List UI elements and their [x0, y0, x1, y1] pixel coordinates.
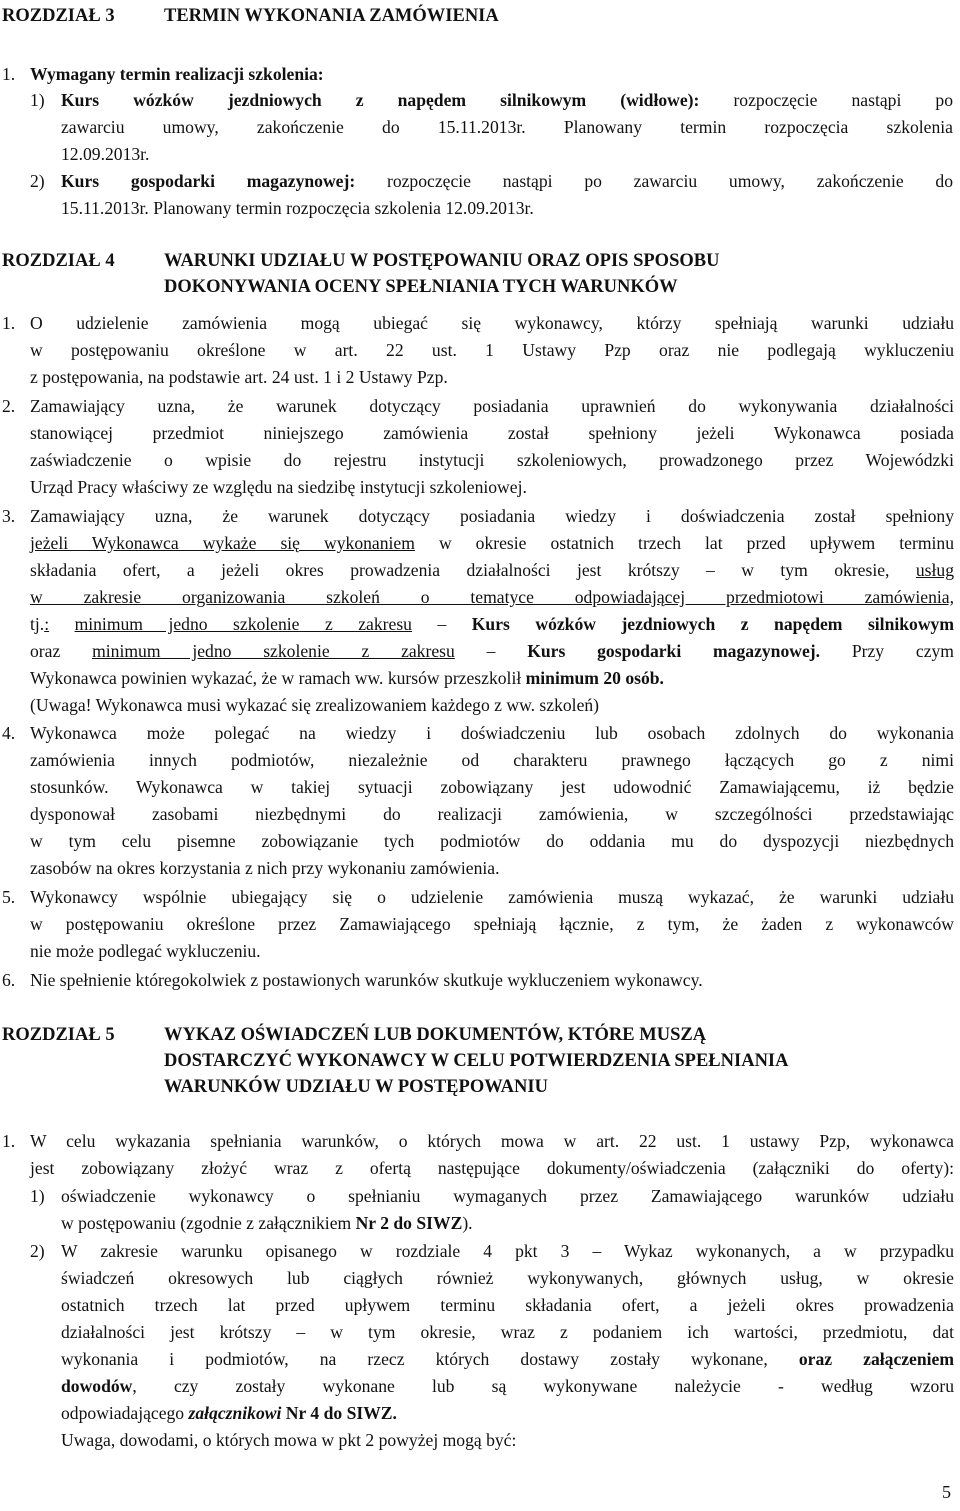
paragraph-number: 6.: [2, 970, 16, 990]
text-line: 12.09.2013r.: [61, 144, 150, 164]
text-line: w tym celu pisemne zobowiązanie tych podmiotów do oddania mu do dyspozycji niezbędnych: [30, 831, 954, 851]
underlined-text: usług: [915, 560, 954, 580]
text-fragment: w tym okresie,: [741, 560, 890, 580]
bold-text: oraz załączeniem: [798, 1349, 955, 1369]
course-name: Kurs wózków jezdniowych z napędem silnikowym (widłowe):: [61, 90, 700, 110]
text-line: [30, 584, 954, 612]
text-line: w postępowaniu określone przez Zamawiającego spełniają łącznie, z tym, że żaden z wykonawców: [30, 914, 954, 934]
course-name: Kurs gospodarki magazynowej.: [527, 641, 821, 661]
text-line: stosunków. Wykonawca w takiej sytuacji zobowiązany jest udowodnić Zamawiającemu, iż będzie: [30, 777, 954, 797]
attachment-word: załącznikowi: [188, 1403, 282, 1423]
page-number: 5: [942, 1482, 951, 1502]
text-line: Wykonawcy wspólnie ubiegający się o udzielenie zamówienia muszą wykazać, że warunki udziału: [30, 887, 954, 907]
text-line: tj.: minimum jedno szkolenie z zakresu – Kurs wózków jezdniowych z napędem silnikowym: [30, 614, 954, 634]
text-line: [30, 530, 954, 558]
bold-text: dowodów: [61, 1376, 133, 1396]
underlined-text: jeżeli Wykonawca wykaże się wykonaniem: [30, 533, 415, 553]
text-line: dysponował zasobami niezbędnymi do realizacji zamówienia, w szczególności przedstawiając: [30, 804, 954, 824]
section-number: 1.: [2, 64, 16, 84]
underlined-text: minimum jedno szkolenie z zakresu: [74, 614, 412, 634]
chapter-5-title-line: DOSTARCZYĆ WYKONAWCY W CELU POTWIERDZENIA SPEŁNIANIA: [164, 1051, 789, 1071]
note-line: (Uwaga! Wykonawca musi wykazać się zrealizowaniem każdego z ww. szkoleń): [30, 695, 600, 715]
chapter-3-label: ROZDZIAŁ 3: [2, 6, 115, 26]
text-line: [61, 1346, 954, 1374]
text-line: zamówienia innych podmiotów, niezależnie od charakteru prawnego łączących go z nimi: [30, 750, 954, 770]
text-line: Zamawiający uzna, że warunek dotyczący posiadania uprawnień do wykonywania działalności: [30, 396, 954, 416]
text-line: z postępowania, na podstawie art. 24 ust. 1 i 2 Ustawy Pzp.: [30, 367, 448, 387]
list-number: 2): [30, 1241, 45, 1261]
paragraph-number: 4.: [2, 723, 16, 743]
text-line: [61, 1210, 473, 1238]
text-line: zasobów na okres korzystania z nich przy wykonaniu zamówienia.: [30, 858, 500, 878]
text-line: działalności jest krótszy – w tym okresie, wraz z podaniem ich wartości, przedmiotu, dat: [61, 1322, 954, 1342]
note-line: Uwaga, dowodami, o których mowa w pkt 2 powyżej mogą być:: [61, 1430, 517, 1450]
attachment-ref: Nr 4 do SIWZ.: [285, 1403, 397, 1423]
text-line: Wykonawca może polegać na wiedzy i doświadczeniu lub osobach zdolnych do wykonania: [30, 723, 954, 743]
text-line: Nie spełnienie któregokolwiek z postawionych warunków skutkuje wykluczeniem wykonawcy.: [30, 970, 703, 990]
text-line: świadczeń okresowych lub ciągłych również wykonywanych, głównych usług, w okresie: [61, 1268, 954, 1288]
text-line: O udzielenie zamówienia mogą ubiegać się wykonawcy, którzy spełniają warunki udziału: [30, 313, 954, 333]
text-line: ostatnich trzech lat przed upływem terminu składania ofert, a jeżeli okres prowadzenia: [61, 1295, 954, 1315]
text-fragment: rozpoczęcie nastąpi po zawarciu umowy, zakończenie do: [386, 171, 953, 191]
section-heading: Wymagany termin realizacji szkolenia:: [30, 64, 324, 84]
text-fragment: odpowiadającego: [61, 1403, 185, 1423]
text-fragment: Przy czym: [851, 641, 954, 661]
text-line: Zamawiający uzna, że warunek dotyczący posiadania wiedzy i doświadczenia został spełniony: [30, 506, 954, 526]
text-fragment: tj.: [30, 614, 45, 634]
text-fragment: w okresie ostatnich trzech lat przed upływem terminu: [438, 533, 954, 553]
text-line: 15.11.2013r. Planowany termin rozpoczęcia szkolenia 12.09.2013r.: [61, 198, 534, 218]
text-fragment: składania ofert, a jeżeli okres prowadzenia działalności jest krótszy: [30, 560, 680, 580]
text-line: zaświadczenie o wpisie do rejestru instytucji szkoleniowych, prowadzonego przez Wojewódzki: [30, 450, 954, 470]
chapter-5-title-line: WYKAZ OŚWIADCZEŃ LUB DOKUMENTÓW, KTÓRE MUSZĄ: [164, 1025, 707, 1045]
text-fragment: wykonania i podmiotów, na rzecz których dostawy zostały wykonane,: [61, 1349, 768, 1369]
paragraph-number: 1.: [2, 1131, 16, 1151]
text-fragment: , czy zostały wykonane lub są wykonywane należycie - według wzoru: [132, 1376, 954, 1396]
text-line: [61, 1400, 397, 1428]
text-fragment: ).: [462, 1213, 473, 1233]
course-name: Kurs wózków jezdniowych z napędem silnikowym: [471, 614, 954, 634]
chapter-4-title-line: DOKONYWANIA OCENY SPEŁNIANIA TYCH WARUNKÓW: [164, 277, 678, 297]
paragraph-number: 2.: [2, 396, 16, 416]
course-name: Kurs gospodarki magazynowej:: [61, 171, 356, 191]
text-line: jest zobowiązany złożyć wraz z ofertą następujące dokumenty/oświadczenia (załączniki do oferty):: [30, 1158, 954, 1178]
text-line: [61, 87, 953, 115]
text-line: składania ofert, a jeżeli okres prowadzenia działalności jest krótszy – w tym okresie, usług: [30, 560, 954, 580]
text-line: W celu wykazania spełniania warunków, o których mowa w art. 22 ust. 1 ustawy Pzp, wykonawca: [30, 1131, 954, 1151]
chapter-4-label: ROZDZIAŁ 4: [2, 251, 115, 271]
min-participants: minimum 20 osób.: [525, 668, 664, 688]
text-line: [61, 168, 953, 196]
paragraph-number: 3.: [2, 506, 16, 526]
list-number: 2): [30, 171, 45, 191]
paragraph-number: 1.: [2, 313, 16, 333]
underlined-text: minimum jedno szkolenie z zakresu: [92, 641, 455, 661]
list-number: 1): [30, 90, 45, 110]
text-line: W zakresie warunku opisanego w rozdziale 4 pkt 3 – Wykaz wykonanych, a w przypadku: [61, 1241, 954, 1261]
text-line: Urząd Pracy właściwy ze względu na siedzibę instytucji szkoleniowej.: [30, 477, 527, 497]
chapter-3-title: TERMIN WYKONANIA ZAMÓWIENIA: [164, 6, 499, 26]
text-fragment: w postępowaniu (zgodnie z załącznikiem: [61, 1213, 352, 1233]
text-line: stanowiącej przedmiot niniejszego zamówienia został spełniony jeżeli Wykonawca posiada: [30, 423, 954, 443]
text-fragment: Wykonawca powinien wykazać, że w ramach ww. kursów przeszkolił: [30, 668, 522, 688]
text-fragment: rozpoczęcie nastąpi po: [733, 90, 954, 110]
paragraph-number: 5.: [2, 887, 16, 907]
text-line: w postępowaniu określone w art. 22 ust. 1 Ustawy Pzp oraz nie podlegają wykluczeniu: [30, 340, 954, 360]
text-fragment: oraz: [30, 641, 61, 661]
text-line: zawarciu umowy, zakończenie do 15.11.2013r. Planowany termin rozpoczęcia szkolenia: [61, 117, 953, 137]
text-line: oświadczenie wykonawcy o spełnianiu wymaganych przez Zamawiającego warunków udziału: [61, 1186, 954, 1206]
attachment-ref: Nr 2 do SIWZ: [355, 1213, 463, 1233]
text-line: oraz minimum jedno szkolenie z zakresu – Kurs gospodarki magazynowej. Przy czym: [30, 641, 954, 661]
text-line: [61, 1373, 954, 1401]
chapter-4-title-line: WARUNKI UDZIAŁU W POSTĘPOWANIU ORAZ OPIS SPOSOBU: [164, 251, 720, 271]
underlined-text: w zakresie organizowania szkoleń o tematyce odpowiadającej przedmiotowi zamówienia,: [30, 587, 954, 607]
chapter-5-label: ROZDZIAŁ 5: [2, 1025, 115, 1045]
list-number: 1): [30, 1186, 45, 1206]
underlined-text: :: [44, 614, 50, 634]
text-line: nie może podlegać wykluczeniu.: [30, 941, 261, 961]
text-line: [30, 665, 664, 693]
chapter-5-title-line: WARUNKÓW UDZIAŁU W POSTĘPOWANIU: [164, 1077, 548, 1097]
